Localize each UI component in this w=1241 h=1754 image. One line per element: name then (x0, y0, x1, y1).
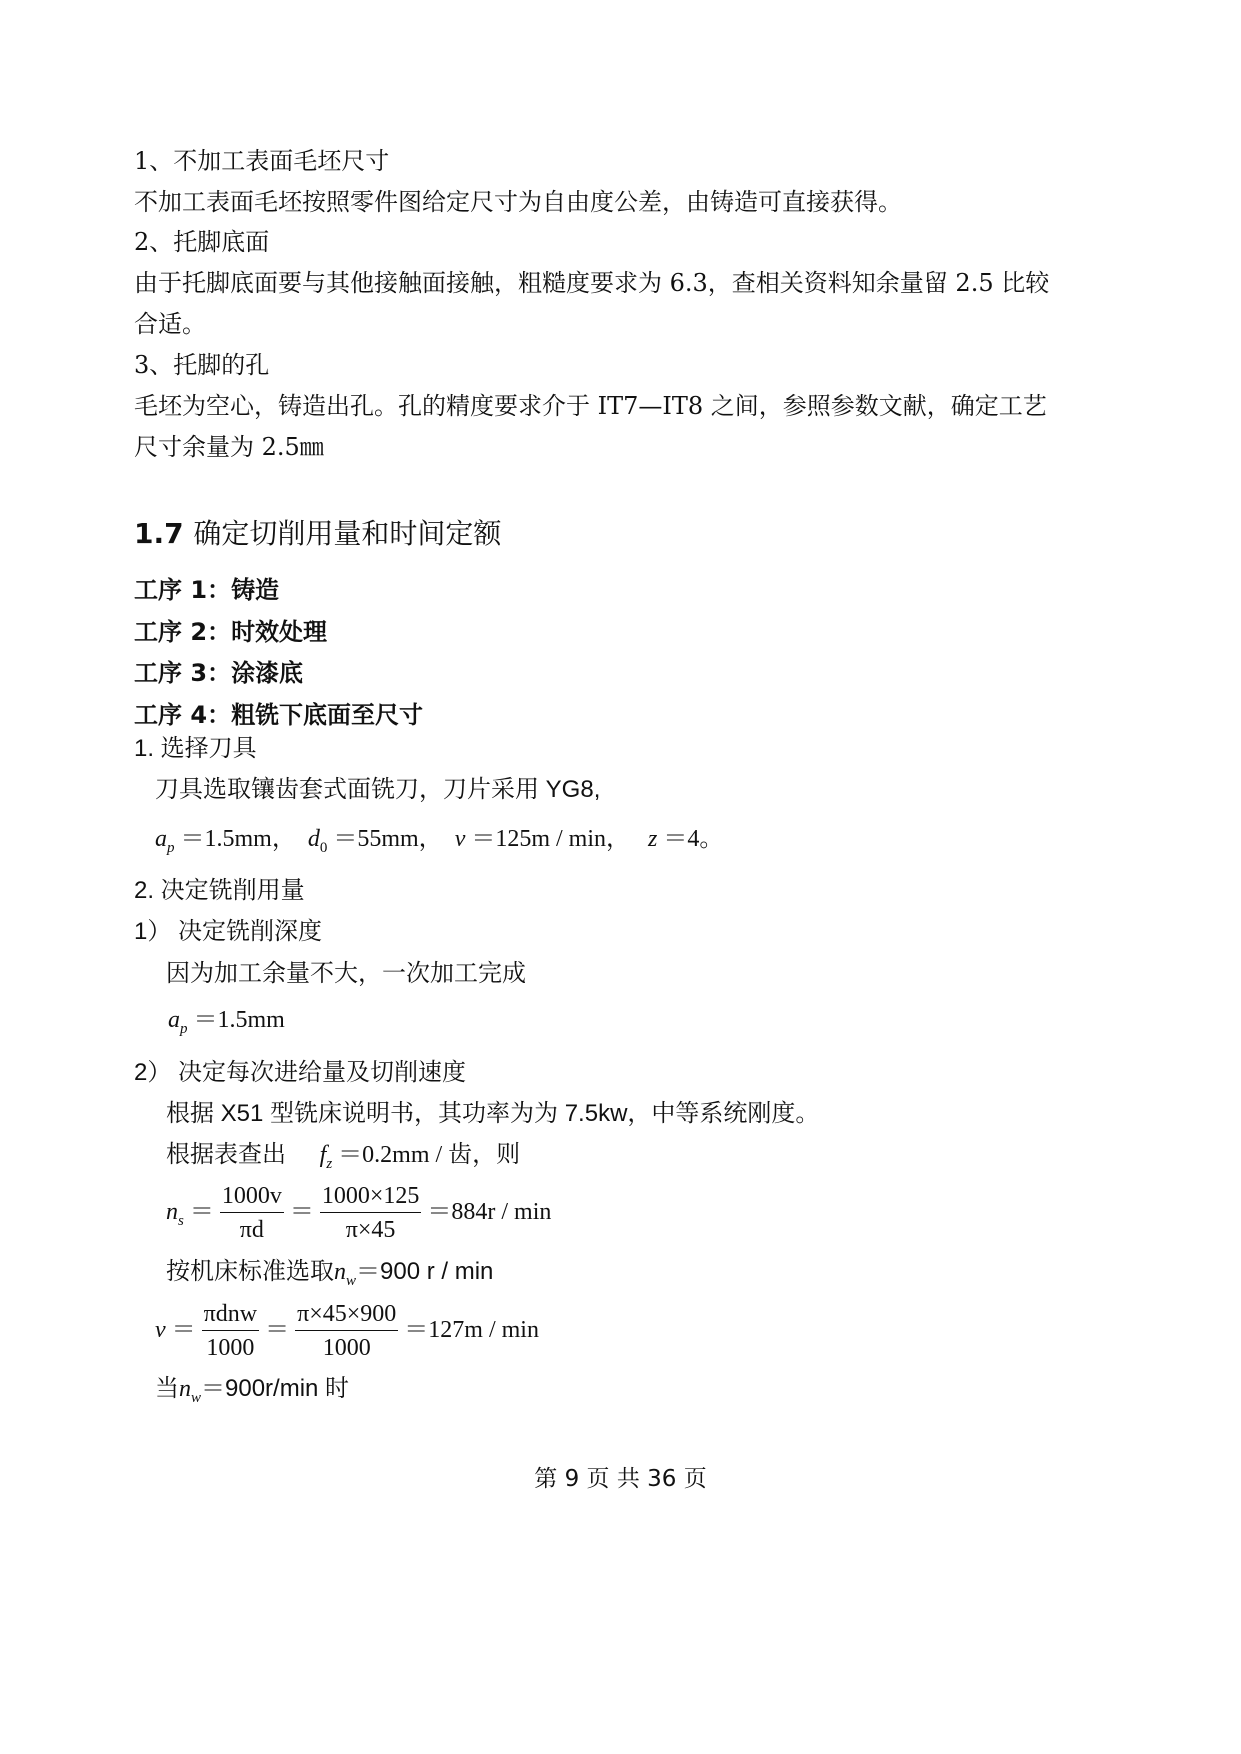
ns-fraction-1-denominator: πd (239, 1217, 264, 1243)
v-result: 127m / min (428, 1317, 539, 1344)
feed-lookup-line: 根据表查出 $f_z =0.2mm$ / 齿，则 (166, 1140, 521, 1172)
spindle-select-line: 按机床标准选取$n_w=900$ r / min (166, 1257, 494, 1289)
cutting-depth-text: 因为加工余量不大，一次加工完成 (166, 959, 526, 987)
machine-spec-text: 根据 X51 型铣床说明书，其功率为为 7.5kw，中等系统刚度。 (166, 1100, 820, 1127)
ns-fraction-1-numerator: 1000v (220, 1182, 284, 1213)
tool-heading: 1. 选择刀具 (134, 735, 257, 762)
cutting-depth-heading: 1） 决定铣削深度 (134, 918, 323, 945)
section-title: 确定切削用量和时间定额 (193, 517, 502, 550)
ns-fraction-2 (320, 1182, 422, 1245)
when-value: ＝900r/min 时 (201, 1375, 350, 1402)
step-text: 时效处理 (231, 618, 328, 646)
fz-value: 0.2mm / 齿，则 (362, 1142, 521, 1168)
page-footer: 第 9 页 共 36 页 (534, 1466, 707, 1492)
heading-unmachined-surface: 1、不加工表面毛坯尺寸 (134, 147, 390, 175)
tool-description: 刀具选取镶齿套式面铣刀，刀片采用 YG8, (155, 776, 601, 803)
cutting-speed-formula: v ＝ $\frac{\text{πdnw}}{1000}$ ＝ $\frac{\pi\times 45\times 900}{1000}$ ＝127m / min (155, 1301, 539, 1361)
step-1 (134, 570, 279, 605)
nw-value: ＝900 r / min (356, 1258, 494, 1285)
v-fraction-1 (202, 1300, 259, 1363)
ns-result: 884r / min (451, 1199, 552, 1226)
tool-parameters: $a_p =1.5mm$， $d_0 =55mm$， v ＝125m / min， z ＝4。 (155, 826, 724, 856)
feed-lookup-text: 根据表查出 (166, 1140, 286, 1168)
section-heading-1-7 (134, 512, 501, 552)
spindle-speed-formula: $n_s$ ＝ $\frac{1000v}{\pi d}$ ＝ $\frac{1000\times 125}{\pi\times 45}$ ＝884r / min (166, 1183, 552, 1243)
ns-fraction-1 (220, 1182, 284, 1245)
spindle-select-text: 按机床标准选取 (166, 1257, 334, 1285)
cutting-depth-formula: $a_p =1.5mm$ (168, 1007, 285, 1037)
v-fraction-1-numerator: πdnw (202, 1300, 259, 1331)
paragraph-support-base-line1: 由于托脚底面要与其他接触面接触，粗糙度要求为 6.3，查相关资料知余量留 2.5 比较 (134, 269, 1050, 297)
when-text: 当 (155, 1374, 179, 1402)
d0-value: 55mm， (357, 826, 443, 852)
paragraph-unmachined-surface: 不加工表面毛坯按照零件图给定尺寸为自由度公差，由铸造可直接获得。 (134, 188, 902, 216)
v-fraction-2 (295, 1300, 398, 1363)
step-label: 工序 2： (134, 618, 232, 646)
ap-value: 1.5mm， (204, 826, 296, 852)
step-label: 工序 1： (134, 576, 232, 604)
paragraph-support-hole-line1: 毛坯为空心，铸造出孔。孔的精度要求介于 IT7—IT8 之间，参照参数文献，确定工艺 (134, 392, 1047, 420)
v-value: 125m / min， (495, 826, 631, 852)
heading-support-hole: 3、托脚的孔 (134, 351, 270, 379)
step-text: 铸造 (231, 576, 280, 604)
paragraph-support-base-line2: 合适。 (134, 310, 206, 338)
step-text: 涂漆底 (231, 659, 304, 687)
v-fraction-2-numerator: π×45×900 (295, 1300, 398, 1331)
ns-fraction-2-denominator: π×45 (345, 1217, 396, 1243)
cutting-heading: 2. 决定铣削用量 (134, 877, 305, 904)
step-4 (134, 695, 423, 730)
step-label: 工序 4： (134, 701, 232, 729)
step-3 (134, 653, 303, 688)
ns-fraction-2-numerator: 1000×125 (320, 1182, 422, 1213)
step-2 (134, 612, 327, 647)
section-number: 1.7 (134, 517, 184, 550)
ap-depth-value: 1.5mm (217, 1007, 285, 1033)
z-value: 4。 (687, 826, 724, 852)
step-label: 工序 3： (134, 659, 232, 687)
feed-speed-heading: 2） 决定每次进给量及切削速度 (134, 1059, 467, 1086)
paragraph-support-hole-line2: 尺寸余量为 2.5㎜ (134, 433, 324, 461)
heading-support-base: 2、托脚底面 (134, 228, 270, 256)
when-line: 当$n_w=900r/\min$ 时 (155, 1374, 350, 1406)
v-fraction-2-denominator: 1000 (322, 1335, 371, 1361)
v-fraction-1-denominator: 1000 (206, 1335, 255, 1361)
step-text: 粗铣下底面至尺寸 (231, 701, 424, 729)
